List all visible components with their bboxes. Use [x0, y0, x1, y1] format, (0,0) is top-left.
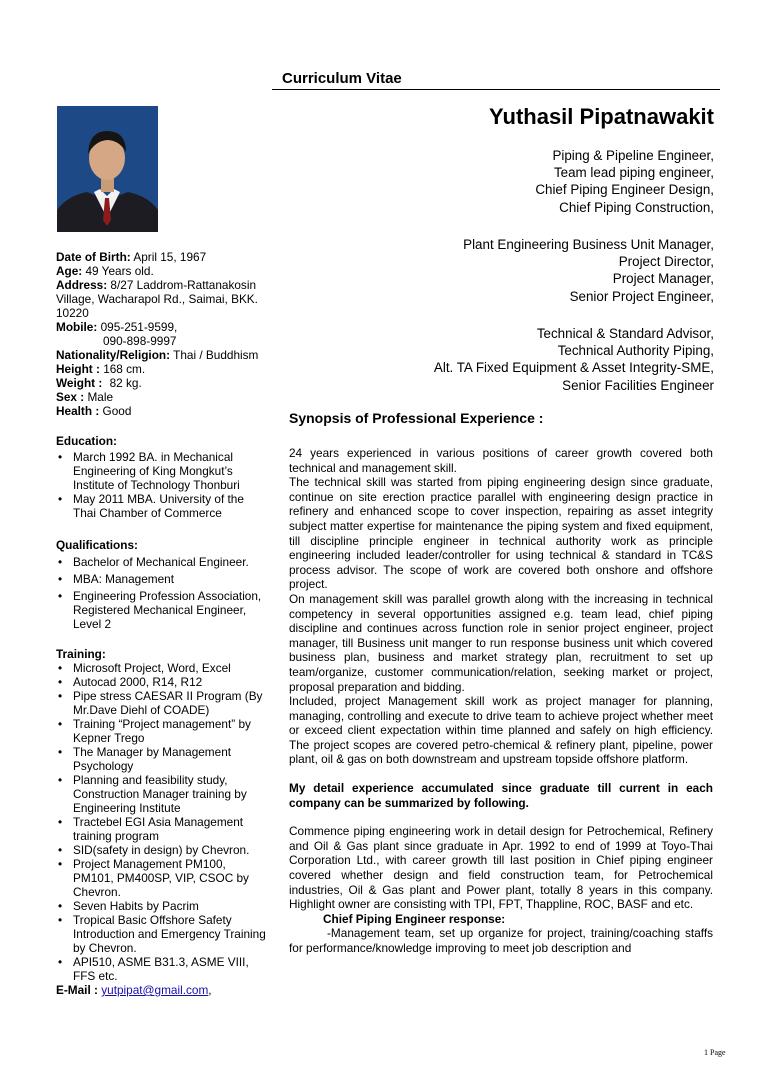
- title-line: Technical Authority Piping,: [557, 343, 714, 359]
- title-line: Technical & Standard Advisor,: [536, 326, 714, 341]
- title-line: Project Manager,: [612, 271, 714, 287]
- mobile-label: Mobile:: [56, 320, 98, 334]
- synopsis-paragraph: Included, project Management skill work as project manager for planning, managing, controlling and execute to drive team to achieve project whether meet or exceed client expectation within time planned and safely on high efficiency. The project scopes are covered petro-chemical & refinery plant, pipeline, power plant, oil & gas on both downstream and upstream topside offshore platform.: [289, 694, 713, 767]
- title-line: Senior Facilities Engineer: [562, 377, 714, 393]
- portrait-image: [57, 106, 158, 232]
- training-item: • Tropical Basic Offshore Safety Introduction and Emergency Training by Chevron.: [56, 913, 266, 955]
- person-name: Yuthasil Pipatnawakit: [489, 104, 714, 129]
- header-rule: [272, 89, 720, 90]
- education-heading: Education:: [56, 434, 117, 448]
- email-row: [56, 983, 266, 997]
- synopsis-paragraph: 24 years experienced in various positions of career growth covered both technical and management skill.: [289, 446, 713, 475]
- synopsis-paragraph: The technical skill was started from piping engineering design since graduate, continue on site erection practice parallel with engineering design practice in refinery and enhanced scope to cover inspection, repairing as asset integrity subject matter expertise for maintenance the piping system and fixed equipment, till discipline principle engineer in technical authority work as principle engineering included leader/controller for using technical & standard in TC&S process advisor. The scope of work are covered both onshore and offshore project.: [289, 475, 713, 592]
- age-value: 49 Years old.: [85, 264, 154, 278]
- training-item: • Microsoft Project, Word, Excel: [56, 661, 266, 675]
- synopsis-paragraph: On management skill was parallel growth along with the increasing in technical competency in several opportunities assigned e.g. team lead, chief piping discipline and continues across function role in senior project engineer, project manager, till Business unit manger to run response business unit which covered business plan, business and market strategy plan, recruitment to set up team/organize, customer communication/relation, seeking market or project, proposal preparation and bidding.: [289, 591, 713, 694]
- training-item: • SID(safety in design) by Chevron.: [56, 843, 266, 857]
- qualification-item: • Engineering Profession Association, Registered Mechanical Engineer, Level 2: [56, 589, 266, 631]
- title-line: Team lead piping engineer,: [553, 165, 714, 181]
- training-list: [56, 661, 266, 983]
- weight-label: Weight :: [56, 376, 103, 390]
- sex-label: Sex :: [56, 390, 85, 404]
- age-label: Age:: [56, 264, 83, 278]
- email-label: E-Mail :: [56, 983, 98, 997]
- detail-heading: My detail experience accumulated since graduate till current in each company can be summarized by following.: [289, 781, 713, 810]
- title-line: Chief Piping Engineer Design,: [535, 182, 714, 198]
- cv-title: Curriculum Vitae: [282, 70, 402, 87]
- page-number: 1 Page: [704, 1048, 726, 1057]
- weight-value: 82 kg.: [109, 376, 142, 390]
- title-group-3: [434, 325, 714, 394]
- height-value: 168 cm.: [103, 362, 146, 376]
- synopsis-paragraph: -Management team, set up organize for project, training/coaching staffs for performance/knowledge improving to meet job description and: [289, 926, 713, 955]
- qualifications-list: [56, 555, 266, 631]
- title-line: Senior Project Engineer,: [569, 288, 714, 304]
- mobile-value-1: 095-251-9599,: [100, 320, 178, 334]
- nationality-row: [56, 348, 266, 362]
- email-link[interactable]: yutpipat@gmail.com: [101, 983, 209, 997]
- title-line: Piping & Pipeline Engineer,: [552, 148, 714, 163]
- training-item: • Planning and feasibility study, Construction Manager training by Engineering Institute: [56, 773, 266, 815]
- title-group-1: [535, 147, 714, 216]
- training-item: • The Manager by Management Psychology: [56, 745, 266, 773]
- chief-piping-subheading: Chief Piping Engineer response:: [323, 911, 506, 926]
- title-line: Alt. TA Fixed Equipment & Asset Integrity-SME,: [433, 360, 714, 376]
- weight-row: [56, 376, 266, 390]
- training-item: • Pipe stress CAESAR II Program (By Mr.Dave Diehl of COADE): [56, 689, 266, 717]
- mobile-row: [56, 320, 266, 334]
- sex-value: Male: [87, 390, 114, 404]
- title-line: Project Director,: [618, 254, 714, 270]
- title-line: Chief Piping Construction,: [559, 199, 714, 215]
- nationality-label: Nationality/Religion:: [56, 348, 171, 362]
- dob-label: Date of Birth:: [56, 250, 131, 264]
- synopsis-body: [289, 446, 713, 956]
- mobile-value-2: 090-898-9997: [103, 334, 177, 348]
- qualification-item: • Bachelor of Mechanical Engineer.: [56, 555, 266, 569]
- qualifications-heading: Qualifications:: [56, 538, 138, 552]
- synopsis-paragraph: Commence piping engineering work in detail design for Petrochemical, Refinery and Oil & Gas plant since graduate in Apr. 1992 to end of 1999 at Toyo-Thai Corporation Ltd., with career growth till last position in Chief piping engineer covered whether design and field construction team, for Petrochemical industries, Oil & Gas plant and Power plant, totally 8 years in this company. Highlight owner are consisting with TPI, FPT, Thappline, ROC, BASF and etc.: [289, 824, 713, 912]
- height-row: [56, 362, 266, 376]
- dob-value: April 15, 1967: [133, 250, 207, 264]
- height-label: Height :: [56, 362, 100, 376]
- age-row: [56, 264, 266, 278]
- training-item: • Autocad 2000, R14, R12: [56, 675, 266, 689]
- address-label: Address:: [56, 278, 108, 292]
- title-line: Plant Engineering Business Unit Manager,: [463, 237, 714, 252]
- training-item: • Tractebel EGI Asia Management training program: [56, 815, 266, 843]
- nationality-value: Thai / Buddhism: [173, 348, 259, 362]
- training-item: • Project Management PM100, PM101, PM400SP, VIP, CSOC by Chevron.: [56, 857, 266, 899]
- qualification-item: • MBA: Management: [56, 572, 266, 586]
- health-row: [56, 404, 266, 418]
- address-row: [56, 278, 266, 320]
- education-item: • May 2011 MBA. University of the Thai Chamber of Commerce: [56, 492, 266, 520]
- sex-row: [56, 390, 266, 404]
- training-heading: Training:: [56, 647, 106, 661]
- address-value: 8/27 Laddrom-Rattanakosin Village, Wacharapol Rd., Saimai, BKK. 10220: [56, 278, 258, 320]
- email-suffix: ,: [208, 983, 212, 997]
- education-list: [56, 450, 266, 520]
- health-label: Health :: [56, 404, 100, 418]
- profile-photo: [57, 106, 158, 232]
- training-item: • API510, ASME B31.3, ASME VIII, FFS etc.: [56, 955, 266, 983]
- health-value: Good: [102, 404, 132, 418]
- training-item: • Seven Habits by Pacrim: [56, 899, 266, 913]
- personal-info: [56, 250, 266, 997]
- dob-row: [56, 250, 266, 264]
- education-item: • March 1992 BA. in Mechanical Engineering of King Mongkut’s Institute of Technology Thonburi: [56, 450, 266, 492]
- training-item: • Training “Project management” by Kepner Trego: [56, 717, 266, 745]
- title-group-2: [463, 236, 714, 305]
- synopsis-heading: Synopsis of Professional Experience :: [289, 410, 544, 426]
